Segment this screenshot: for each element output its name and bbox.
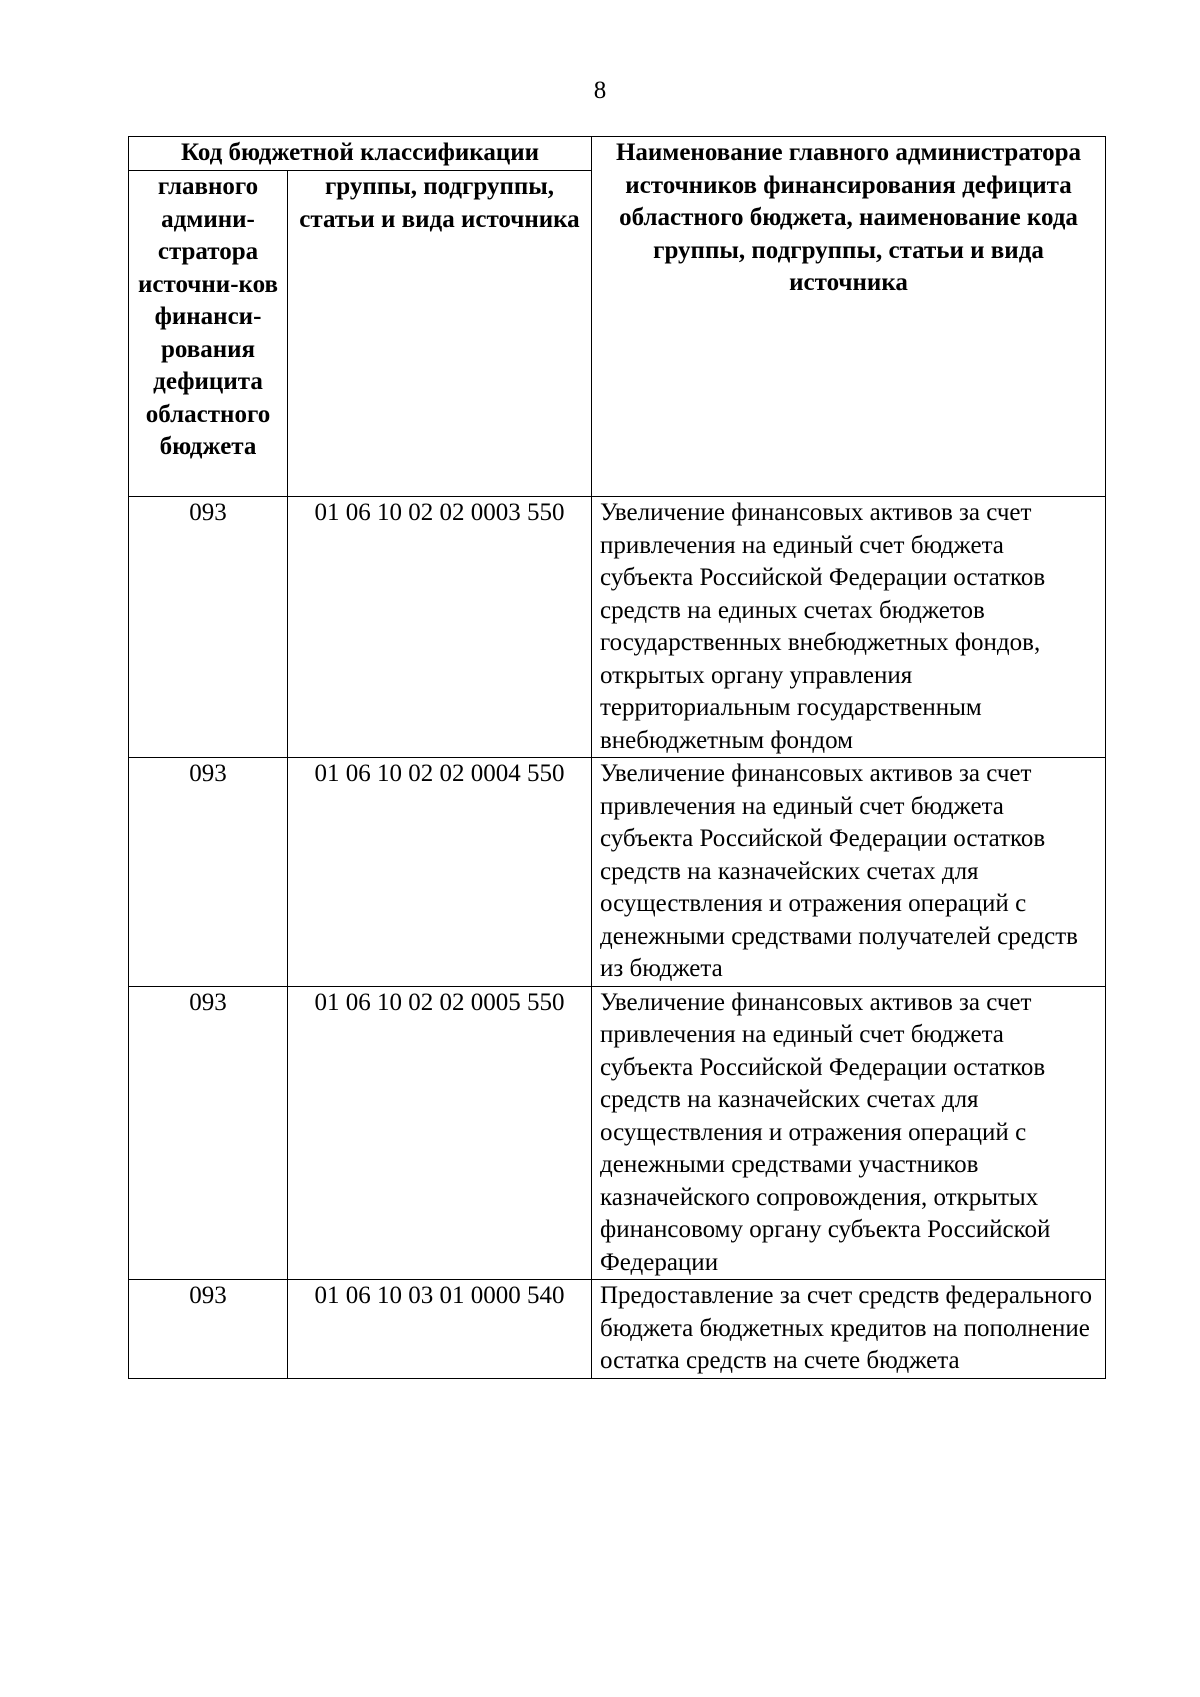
header-code-column: группы, подгруппы, статьи и вида источника [288, 171, 592, 497]
classification-code-cell: 01 06 10 02 02 0004 550 [288, 758, 592, 987]
table-row [129, 1280, 1106, 1379]
table-row [129, 986, 1106, 1280]
table-body [129, 497, 1106, 1379]
admin-code-cell: 093 [129, 1280, 288, 1379]
classification-code-cell: 01 06 10 03 01 0000 540 [288, 1280, 592, 1379]
table-row [129, 497, 1106, 758]
admin-code-cell: 093 [129, 758, 288, 987]
table-row [129, 758, 1106, 987]
header-admin-column: главного админи-стратора источни-ков финанси-рования дефицита областного бюджета [129, 171, 288, 497]
table-header [129, 137, 1106, 497]
source-name-cell: Предоставление за счет средств федерального бюджета бюджетных кредитов на пополнение остатка средств на счете бюджета [592, 1280, 1106, 1379]
header-row-group [129, 137, 1106, 171]
classification-code-cell: 01 06 10 02 02 0003 550 [288, 497, 592, 758]
source-name-cell: Увеличение финансовых активов за счет привлечения на единый счет бюджета субъекта Российской Федерации остатков средств на казначейских счетах для осуществления и отражения операций с денежными средствами получателей средств из бюджета [592, 758, 1106, 987]
header-name-column: Наименование главного администратора источников финансирования дефицита областного бюджета, наименование кода группы, подгруппы, статьи и вида источника [592, 137, 1106, 497]
admin-code-cell: 093 [129, 497, 288, 758]
source-name-cell: Увеличение финансовых активов за счет привлечения на единый счет бюджета субъекта Российской Федерации остатков средств на казначейских счетах для осуществления и отражения операций с денежными средствами участников казначейского сопровождения, открытых финансовому органу субъекта Российской Федерации [592, 986, 1106, 1280]
source-name-cell: Увеличение финансовых активов за счет привлечения на единый счет бюджета субъекта Российской Федерации остатков средств на единых счетах бюджетов государственных внебюджетных фондов, открытых органу управления территориальным государственным внебюджетным фондом [592, 497, 1106, 758]
classification-code-cell: 01 06 10 02 02 0005 550 [288, 986, 592, 1280]
header-budget-classification-code: Код бюджетной классификации [129, 137, 592, 171]
budget-classification-table [128, 136, 1106, 1379]
page-number: 8 [593, 77, 607, 104]
admin-code-cell: 093 [129, 986, 288, 1280]
